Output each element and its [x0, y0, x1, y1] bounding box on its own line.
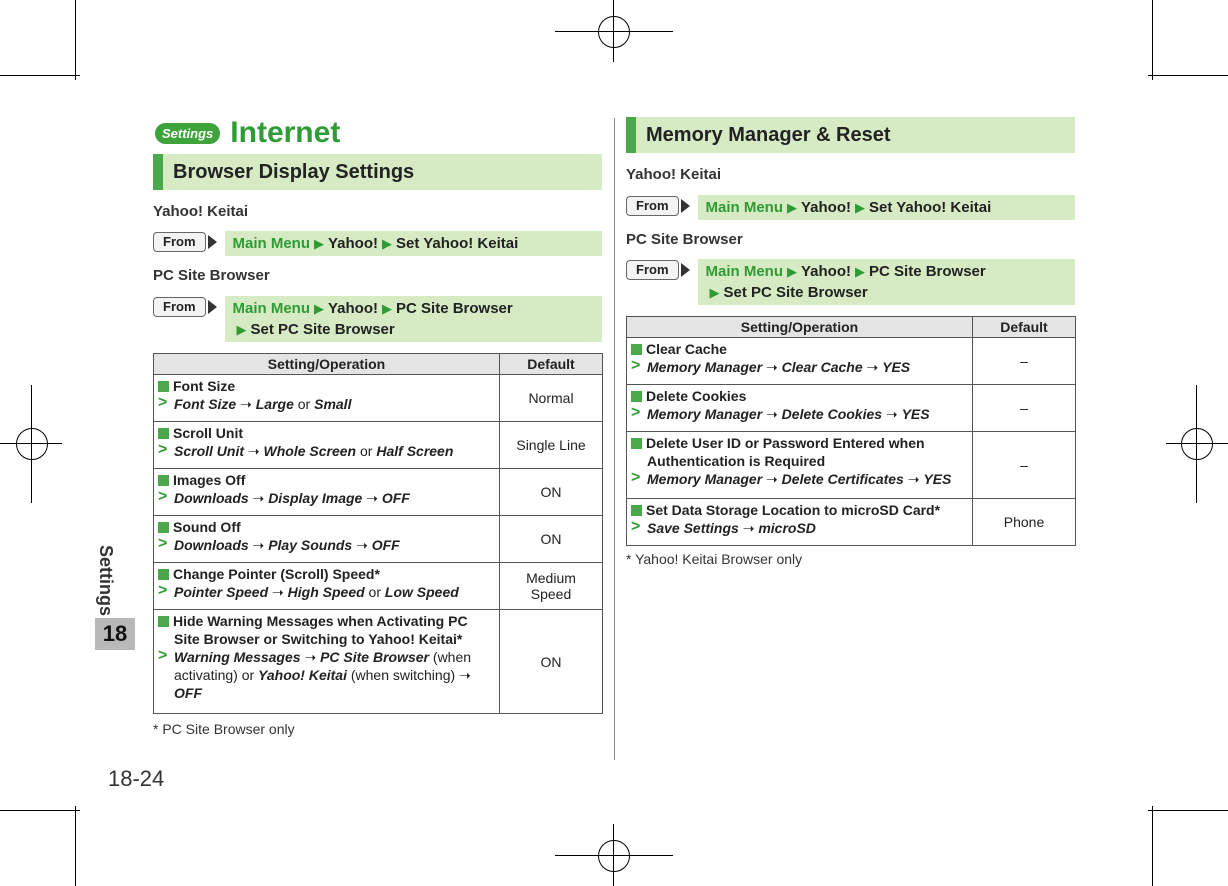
table-row: Clear Cache > Memory Manager ➝ Clear Cache ➝ YES –: [627, 338, 1076, 385]
settings-badge: Settings: [155, 123, 220, 144]
section-heading: Memory Manager & Reset: [626, 117, 1075, 153]
block-label: PC Site Browser: [626, 231, 743, 248]
crop-mark: [75, 0, 76, 80]
path-box: Main Menu ▶ Yahoo! ▶ PC Site Browser ▶ Set PC Site Browser: [225, 296, 603, 342]
crop-mark: [0, 810, 80, 811]
path-box: Main Menu ▶ Yahoo! ▶ PC Site Browser ▶ Set PC Site Browser: [698, 259, 1076, 305]
table-row: Hide Warning Messages when Activating PC Site Browser or Switching to Yahoo! Keitai* > Warning Messages ➝ PC Site Browser (when activating) or Yahoo! Keitai (when switching) ➝ OFF ON: [154, 610, 603, 714]
table-row: Change Pointer (Scroll) Speed* > Pointer Speed ➝ High Speed or Low Speed Medium Speed: [154, 563, 603, 610]
footnote: * Yahoo! Keitai Browser only: [626, 551, 803, 567]
from-badge: From: [153, 232, 217, 252]
table-row: Scroll Unit > Scroll Unit ➝ Whole Screen or Half Screen Single Line: [154, 422, 603, 469]
registration-mark: [1181, 428, 1213, 460]
crop-mark: [1148, 810, 1228, 811]
path-box: Main Menu ▶ Yahoo! ▶ Set Yahoo! Keitai: [698, 195, 1076, 220]
crop-mark: [1152, 806, 1153, 886]
menu-path: [153, 231, 602, 256]
from-badge: From: [626, 196, 690, 216]
crop-mark: [75, 806, 76, 886]
page-title: Internet: [230, 116, 341, 149]
table-row: Images Off > Downloads ➝ Display Image ➝ OFF ON: [154, 469, 603, 516]
table-row: Delete User ID or Password Entered when Authentication is Required > Memory Manager ➝ Delete Certificates ➝ YES –: [627, 432, 1076, 499]
page-number: 18-24: [108, 766, 165, 791]
crop-mark: [1152, 0, 1153, 80]
footnote: * PC Site Browser only: [153, 721, 295, 737]
page-title-row: [155, 114, 340, 152]
block-label: PC Site Browser: [153, 267, 270, 284]
block-label: Yahoo! Keitai: [626, 166, 722, 183]
settings-table: [153, 353, 603, 714]
table-row: Set Data Storage Location to microSD Card* > Save Settings ➝ microSD Phone: [627, 499, 1076, 546]
table-header: Setting/Operation: [154, 354, 500, 375]
table-header: Setting/Operation: [627, 317, 973, 338]
table-row: Sound Off > Downloads ➝ Play Sounds ➝ OFF ON: [154, 516, 603, 563]
registration-mark: [598, 16, 630, 48]
chapter-number: 18: [95, 618, 135, 650]
crop-mark: [1148, 75, 1228, 76]
block-label: Yahoo! Keitai: [153, 203, 249, 220]
table-header: Default: [500, 354, 603, 375]
from-badge: From: [626, 260, 690, 280]
chapter-side-label: Settings: [96, 544, 117, 617]
registration-mark: [598, 840, 630, 872]
settings-table: [626, 316, 1076, 546]
menu-path: [626, 195, 1075, 220]
from-badge: From: [153, 297, 217, 317]
registration-mark: [16, 428, 48, 460]
menu-path: [626, 259, 1075, 305]
column-divider: [614, 118, 615, 760]
table-row: Delete Cookies > Memory Manager ➝ Delete Cookies ➝ YES –: [627, 385, 1076, 432]
table-header: Default: [973, 317, 1076, 338]
section-heading: Browser Display Settings: [153, 154, 602, 190]
table-row: Font Size > Font Size ➝ Large or Small Normal: [154, 375, 603, 422]
menu-path: [153, 296, 602, 342]
crop-mark: [0, 75, 80, 76]
path-box: Main Menu ▶ Yahoo! ▶ Set Yahoo! Keitai: [225, 231, 603, 256]
